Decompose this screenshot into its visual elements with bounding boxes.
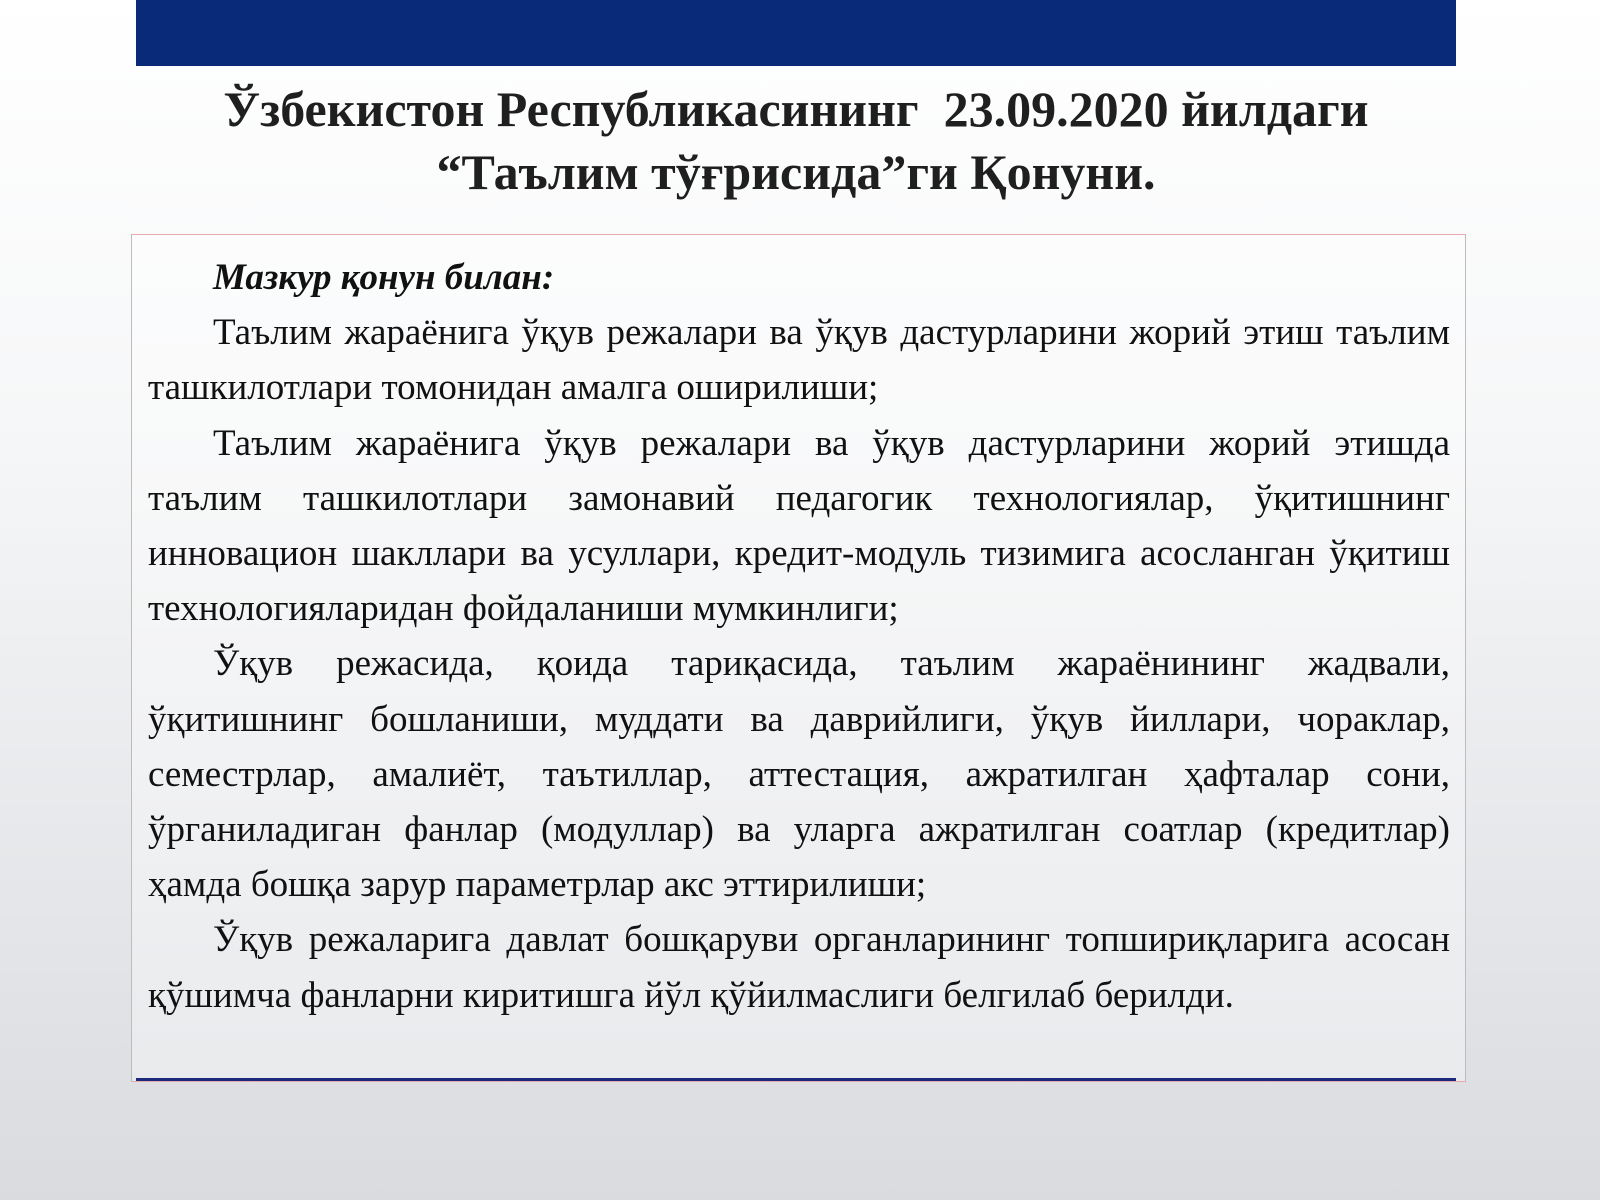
- paragraph-3: Ўқув режасида, қоида тариқасида, таълим жараёнининг жадвали, ўқитишнинг бошланиши, муддати ва даврийлиги, ўқув йиллари, чораклар, семестрлар, амалиёт, таътиллар, аттестация, ажратилган ҳафталар сони, ўрганиладиган фанлар (модуллар) ва уларга ажратилган соатлар (кредитлар) ҳамда бошқа зарур параметрлар акс эттирилиши;: [148, 643, 1450, 906]
- slide-title: [136, 78, 1456, 204]
- intro-heading: Мазкур қонун билан:: [213, 257, 555, 298]
- content-bottom-rule: [136, 1078, 1456, 1081]
- slide-title-line-1: Ўзбекистон Республикасининг 23.09.2020 йилдаги: [223, 81, 1369, 137]
- paragraph-2: Таълим жараёнига ўқув режалари ва ўқув дастурларини жорий этишда таълим ташкилотлари замонавий педагогик технологиялар, ўқитишнинг инновацион шакллари ва усуллари, кредит-модуль тизимига асосланган ўқитиш технологияларидан фойдаланиши мумкинлиги;: [148, 422, 1450, 630]
- paragraph-4: Ўқув режаларига давлат бошқаруви органларининг топшириқларига асосан қўшимча фанларни киритишга йўл қўйилмаслиги белгилаб берилди.: [148, 919, 1450, 1016]
- top-banner-bar: [136, 0, 1456, 66]
- slide-title-line-2: “Таълим тўғрисида”ги Қонуни.: [436, 144, 1156, 200]
- law-text-body: [148, 250, 1450, 1023]
- paragraph-1: Таълим жараёнига ўқув режалари ва ўқув дастурларини жорий этиш таълим ташкилотлари томонидан амалга оширилиши;: [148, 312, 1450, 409]
